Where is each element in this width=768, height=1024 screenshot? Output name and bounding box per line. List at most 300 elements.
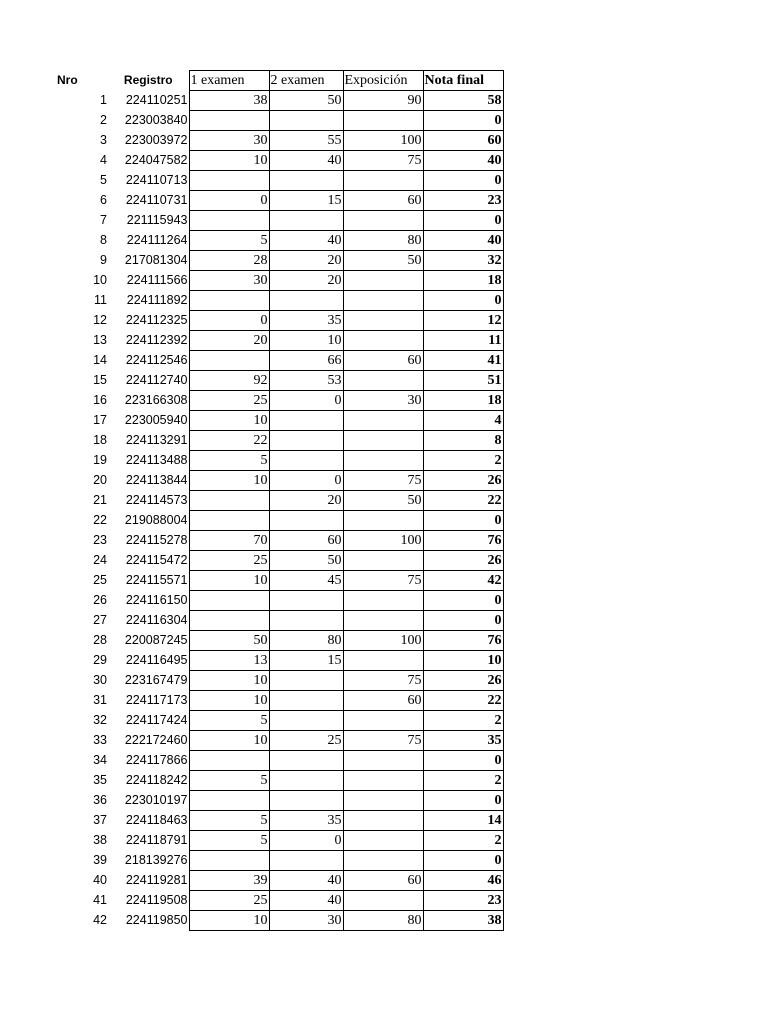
- cell-exposicion: [343, 751, 423, 771]
- cell-nro: 33: [93, 733, 107, 747]
- cell-nota-final: 22: [423, 691, 503, 711]
- cell-examen2: 35: [269, 311, 343, 331]
- cell-nro: 16: [93, 393, 107, 407]
- cell-nro: 23: [93, 533, 107, 547]
- cell-registro: 223167479: [124, 673, 188, 687]
- cell-nota-final: 18: [423, 271, 503, 291]
- cell-nro: 27: [93, 613, 107, 627]
- cell-examen2: 35: [269, 811, 343, 831]
- cell-nota-final: 51: [423, 371, 503, 391]
- cell-nro: 34: [93, 753, 107, 767]
- cell-nro: 15: [93, 373, 107, 387]
- cell-registro: 224116304: [125, 613, 188, 627]
- cell-nro: 13: [93, 333, 107, 347]
- cell-nro: 25: [93, 573, 107, 587]
- cell-examen2: [269, 691, 343, 711]
- table-row: [56, 291, 503, 311]
- cell-exposicion: 60: [343, 691, 423, 711]
- header-row: [56, 71, 503, 91]
- cell-nro: 22: [93, 513, 107, 527]
- cell-examen1: [189, 291, 269, 311]
- cell-nota-final: 2: [423, 711, 503, 731]
- cell-registro: 224115278: [125, 533, 188, 547]
- cell-exposicion: [343, 111, 423, 131]
- cell-exposicion: [343, 831, 423, 851]
- cell-nota-final: 22: [423, 491, 503, 511]
- cell-nro: 4: [100, 153, 107, 167]
- cell-nro: 39: [93, 853, 107, 867]
- cell-examen2: 25: [269, 731, 343, 751]
- cell-registro: 224110731: [125, 193, 188, 207]
- cell-examen2: [269, 591, 343, 611]
- table-row: [56, 711, 503, 731]
- table-row: [56, 311, 503, 331]
- table-row: [56, 571, 503, 591]
- table-row: [56, 91, 503, 111]
- grades-table: [56, 70, 504, 931]
- cell-nota-final: 0: [423, 211, 503, 231]
- cell-examen1: 50: [189, 631, 269, 651]
- cell-nro: 12: [93, 313, 107, 327]
- table-row: [56, 831, 503, 851]
- cell-registro: 217081304: [124, 253, 188, 267]
- cell-registro: 224047582: [124, 153, 188, 167]
- cell-nro: 35: [93, 773, 107, 787]
- cell-exposicion: 60: [343, 871, 423, 891]
- header-examen1: 1 examen: [189, 71, 269, 91]
- cell-registro: 224111566: [126, 273, 188, 287]
- table-row: [56, 771, 503, 791]
- cell-examen1: 10: [189, 151, 269, 171]
- cell-examen1: [189, 351, 269, 371]
- cell-registro: 224112740: [125, 373, 188, 387]
- cell-nota-final: 76: [423, 631, 503, 651]
- table-row: [56, 131, 503, 151]
- cell-nro: 8: [100, 233, 107, 247]
- cell-examen1: 10: [189, 671, 269, 691]
- cell-exposicion: [343, 651, 423, 671]
- cell-nota-final: 26: [423, 671, 503, 691]
- cell-registro: 224115472: [125, 553, 188, 567]
- cell-nota-final: 58: [423, 91, 503, 111]
- cell-registro: 224119850: [125, 913, 188, 927]
- cell-nota-final: 0: [423, 511, 503, 531]
- cell-examen1: 5: [189, 711, 269, 731]
- cell-exposicion: [343, 811, 423, 831]
- cell-examen2: [269, 751, 343, 771]
- cell-nota-final: 0: [423, 111, 503, 131]
- table-row: [56, 531, 503, 551]
- cell-examen1: 70: [189, 531, 269, 551]
- cell-nota-final: 0: [423, 851, 503, 871]
- cell-examen1: 25: [189, 551, 269, 571]
- cell-examen2: 20: [269, 251, 343, 271]
- table-row: [56, 871, 503, 891]
- cell-nota-final: 2: [423, 451, 503, 471]
- cell-nota-final: 40: [423, 231, 503, 251]
- header-nro: Nro: [57, 73, 78, 87]
- cell-exposicion: [343, 271, 423, 291]
- cell-examen1: 5: [189, 231, 269, 251]
- cell-examen1: [189, 611, 269, 631]
- cell-examen1: 20: [189, 331, 269, 351]
- cell-examen2: 40: [269, 891, 343, 911]
- cell-nro: 26: [93, 593, 107, 607]
- cell-registro: 219088004: [124, 513, 188, 527]
- cell-examen1: 10: [189, 691, 269, 711]
- cell-exposicion: 100: [343, 531, 423, 551]
- cell-exposicion: 100: [343, 631, 423, 651]
- table-row: [56, 851, 503, 871]
- cell-registro: 224112392: [125, 333, 188, 347]
- cell-examen1: 5: [189, 451, 269, 471]
- cell-examen2: [269, 431, 343, 451]
- cell-examen2: 40: [269, 151, 343, 171]
- cell-nota-final: 0: [423, 291, 503, 311]
- cell-nro: 21: [93, 493, 107, 507]
- cell-nro: 14: [93, 353, 107, 367]
- cell-nota-final: 26: [423, 471, 503, 491]
- cell-nota-final: 8: [423, 431, 503, 451]
- cell-nota-final: 11: [423, 331, 503, 351]
- cell-examen1: 22: [189, 431, 269, 451]
- cell-registro: 221115943: [126, 213, 188, 227]
- cell-exposicion: [343, 791, 423, 811]
- cell-nro: 41: [93, 893, 107, 907]
- cell-nota-final: 14: [423, 811, 503, 831]
- cell-examen2: [269, 451, 343, 471]
- cell-examen2: 53: [269, 371, 343, 391]
- cell-exposicion: [343, 511, 423, 531]
- cell-exposicion: [343, 551, 423, 571]
- cell-exposicion: [343, 451, 423, 471]
- cell-nro: 29: [93, 653, 107, 667]
- cell-examen2: 0: [269, 391, 343, 411]
- header-nota-final: Nota final: [423, 71, 503, 91]
- cell-examen1: 25: [189, 891, 269, 911]
- cell-registro: 224118242: [125, 773, 188, 787]
- cell-registro: 220087245: [124, 633, 188, 647]
- cell-registro: 224119508: [125, 893, 188, 907]
- cell-registro: 224110251: [125, 93, 188, 107]
- cell-registro: 224116495: [125, 653, 188, 667]
- cell-exposicion: [343, 611, 423, 631]
- cell-registro: 224114573: [125, 493, 188, 507]
- cell-registro: 222172460: [124, 733, 188, 747]
- cell-registro: 224113844: [125, 473, 188, 487]
- cell-nro: 11: [94, 293, 107, 307]
- cell-exposicion: 30: [343, 391, 423, 411]
- cell-registro: 224112546: [125, 353, 188, 367]
- cell-examen2: 30: [269, 911, 343, 931]
- cell-nota-final: 46: [423, 871, 503, 891]
- cell-registro: 224110713: [125, 173, 188, 187]
- table-row: [56, 471, 503, 491]
- table-row: [56, 191, 503, 211]
- cell-exposicion: [343, 591, 423, 611]
- cell-nro: 36: [93, 793, 107, 807]
- cell-exposicion: 100: [343, 131, 423, 151]
- cell-registro: 223010197: [124, 793, 188, 807]
- cell-nota-final: 4: [423, 411, 503, 431]
- cell-examen2: [269, 611, 343, 631]
- cell-examen1: 13: [189, 651, 269, 671]
- cell-examen1: 10: [189, 731, 269, 751]
- table-row: [56, 151, 503, 171]
- cell-examen1: 28: [189, 251, 269, 271]
- cell-exposicion: 50: [343, 251, 423, 271]
- cell-nota-final: 10: [423, 651, 503, 671]
- table-row: [56, 171, 503, 191]
- cell-examen2: 45: [269, 571, 343, 591]
- cell-nro: 17: [93, 413, 107, 427]
- cell-examen1: 5: [189, 771, 269, 791]
- table-row: [56, 811, 503, 831]
- table-row: [56, 111, 503, 131]
- cell-nro: 40: [93, 873, 107, 887]
- header-registro: Registro: [123, 73, 173, 87]
- cell-nro: 42: [93, 913, 107, 927]
- cell-exposicion: [343, 371, 423, 391]
- cell-examen1: 5: [189, 811, 269, 831]
- cell-nota-final: 0: [423, 751, 503, 771]
- cell-nro: 24: [93, 553, 107, 567]
- cell-nro: 9: [100, 253, 107, 267]
- cell-registro: 224111892: [126, 293, 188, 307]
- cell-nro: 20: [93, 473, 107, 487]
- cell-examen1: 10: [189, 911, 269, 931]
- cell-registro: 224115571: [125, 573, 188, 587]
- cell-nota-final: 40: [423, 151, 503, 171]
- header-examen2: 2 examen: [269, 71, 343, 91]
- cell-exposicion: 75: [343, 571, 423, 591]
- cell-examen1: 38: [189, 91, 269, 111]
- cell-examen2: [269, 211, 343, 231]
- cell-nota-final: 0: [423, 171, 503, 191]
- cell-registro: 224118463: [125, 813, 188, 827]
- cell-registro: 224116150: [125, 593, 188, 607]
- cell-exposicion: [343, 891, 423, 911]
- table-row: [56, 491, 503, 511]
- cell-exposicion: 75: [343, 731, 423, 751]
- table-row: [56, 551, 503, 571]
- cell-examen2: 15: [269, 651, 343, 671]
- cell-examen2: 66: [269, 351, 343, 371]
- cell-nota-final: 0: [423, 611, 503, 631]
- table-row: [56, 611, 503, 631]
- cell-registro: 224112325: [125, 313, 188, 327]
- cell-nro: 10: [93, 273, 107, 287]
- cell-examen2: [269, 851, 343, 871]
- cell-exposicion: 60: [343, 191, 423, 211]
- cell-exposicion: 75: [343, 471, 423, 491]
- cell-exposicion: [343, 711, 423, 731]
- table-row: [56, 731, 503, 751]
- cell-examen2: [269, 791, 343, 811]
- cell-examen1: [189, 591, 269, 611]
- cell-registro: 223005940: [124, 413, 188, 427]
- cell-examen2: 0: [269, 471, 343, 491]
- cell-examen1: [189, 851, 269, 871]
- cell-examen2: [269, 291, 343, 311]
- cell-exposicion: 80: [343, 911, 423, 931]
- cell-exposicion: [343, 311, 423, 331]
- cell-registro: 224117866: [125, 753, 188, 767]
- cell-registro: 224111264: [126, 233, 188, 247]
- table-row: [56, 211, 503, 231]
- table-row: [56, 591, 503, 611]
- cell-examen1: [189, 491, 269, 511]
- cell-nro: 5: [100, 173, 107, 187]
- cell-nota-final: 42: [423, 571, 503, 591]
- header-exposicion: Exposición: [343, 71, 423, 91]
- cell-registro: 224113488: [125, 453, 188, 467]
- cell-examen2: 10: [269, 331, 343, 351]
- cell-examen1: 92: [189, 371, 269, 391]
- table-row: [56, 371, 503, 391]
- cell-nota-final: 23: [423, 891, 503, 911]
- cell-nota-final: 12: [423, 311, 503, 331]
- cell-exposicion: 90: [343, 91, 423, 111]
- cell-examen2: 80: [269, 631, 343, 651]
- table-row: [56, 511, 503, 531]
- cell-exposicion: [343, 291, 423, 311]
- table-row: [56, 891, 503, 911]
- cell-examen2: [269, 771, 343, 791]
- table-row: [56, 651, 503, 671]
- cell-examen1: [189, 111, 269, 131]
- cell-exposicion: 50: [343, 491, 423, 511]
- cell-examen1: 0: [189, 191, 269, 211]
- cell-nro: 31: [93, 693, 107, 707]
- cell-exposicion: [343, 211, 423, 231]
- table-row: [56, 451, 503, 471]
- cell-examen1: [189, 171, 269, 191]
- cell-examen1: 30: [189, 271, 269, 291]
- table-row: [56, 231, 503, 251]
- cell-examen1: 0: [189, 311, 269, 331]
- cell-exposicion: 80: [343, 231, 423, 251]
- cell-examen2: 50: [269, 91, 343, 111]
- cell-examen1: [189, 751, 269, 771]
- cell-exposicion: 60: [343, 351, 423, 371]
- cell-nro: 3: [100, 133, 107, 147]
- cell-nro: 7: [100, 213, 107, 227]
- cell-nota-final: 23: [423, 191, 503, 211]
- cell-nota-final: 0: [423, 591, 503, 611]
- cell-examen2: 60: [269, 531, 343, 551]
- table-row: [56, 631, 503, 651]
- cell-registro: 223003840: [124, 113, 188, 127]
- table-row: [56, 391, 503, 411]
- cell-examen2: 20: [269, 271, 343, 291]
- cell-examen2: 0: [269, 831, 343, 851]
- cell-nro: 28: [93, 633, 107, 647]
- cell-examen1: 10: [189, 411, 269, 431]
- cell-registro: 224113291: [125, 433, 188, 447]
- cell-examen1: 30: [189, 131, 269, 151]
- cell-nro: 19: [93, 453, 107, 467]
- cell-registro: 224118791: [125, 833, 188, 847]
- table-row: [56, 431, 503, 451]
- cell-examen2: [269, 111, 343, 131]
- cell-examen2: 20: [269, 491, 343, 511]
- table-row: [56, 271, 503, 291]
- table-row: [56, 411, 503, 431]
- cell-examen1: 25: [189, 391, 269, 411]
- cell-registro: 223166308: [124, 393, 188, 407]
- cell-exposicion: 75: [343, 671, 423, 691]
- table-row: [56, 691, 503, 711]
- cell-examen2: [269, 711, 343, 731]
- cell-nota-final: 32: [423, 251, 503, 271]
- table-row: [56, 351, 503, 371]
- cell-nota-final: 41: [423, 351, 503, 371]
- table-row: [56, 671, 503, 691]
- cell-nota-final: 2: [423, 831, 503, 851]
- cell-registro: 224117424: [125, 713, 188, 727]
- cell-nro: 32: [93, 713, 107, 727]
- cell-nota-final: 2: [423, 771, 503, 791]
- table-row: [56, 791, 503, 811]
- cell-examen1: 10: [189, 571, 269, 591]
- cell-examen1: [189, 791, 269, 811]
- cell-exposicion: [343, 431, 423, 451]
- cell-nro: 1: [100, 93, 107, 107]
- table-row: [56, 751, 503, 771]
- cell-registro: 218139276: [124, 853, 188, 867]
- cell-examen2: [269, 671, 343, 691]
- cell-examen2: 55: [269, 131, 343, 151]
- cell-exposicion: [343, 331, 423, 351]
- table-row: [56, 251, 503, 271]
- cell-examen1: [189, 511, 269, 531]
- cell-nro: 6: [100, 193, 107, 207]
- cell-exposicion: [343, 851, 423, 871]
- cell-examen2: [269, 411, 343, 431]
- cell-nota-final: 18: [423, 391, 503, 411]
- cell-exposicion: [343, 771, 423, 791]
- cell-nota-final: 26: [423, 551, 503, 571]
- cell-nota-final: 76: [423, 531, 503, 551]
- table-row: [56, 331, 503, 351]
- cell-examen2: 40: [269, 871, 343, 891]
- cell-nro: 38: [93, 833, 107, 847]
- cell-nro: 18: [93, 433, 107, 447]
- cell-nro: 37: [93, 813, 107, 827]
- cell-exposicion: [343, 411, 423, 431]
- cell-examen2: 50: [269, 551, 343, 571]
- cell-registro: 224117173: [125, 693, 188, 707]
- cell-registro: 223003972: [124, 133, 188, 147]
- table-row: [56, 911, 503, 931]
- cell-examen1: [189, 211, 269, 231]
- cell-examen2: 15: [269, 191, 343, 211]
- cell-examen2: [269, 511, 343, 531]
- cell-examen1: 5: [189, 831, 269, 851]
- cell-nota-final: 38: [423, 911, 503, 931]
- cell-nota-final: 60: [423, 131, 503, 151]
- cell-registro: 224119281: [125, 873, 188, 887]
- cell-nro: 30: [93, 673, 107, 687]
- cell-examen1: 39: [189, 871, 269, 891]
- cell-exposicion: 75: [343, 151, 423, 171]
- cell-nro: 2: [100, 113, 107, 127]
- cell-nota-final: 0: [423, 791, 503, 811]
- cell-examen1: 10: [189, 471, 269, 491]
- cell-examen2: [269, 171, 343, 191]
- cell-examen2: 40: [269, 231, 343, 251]
